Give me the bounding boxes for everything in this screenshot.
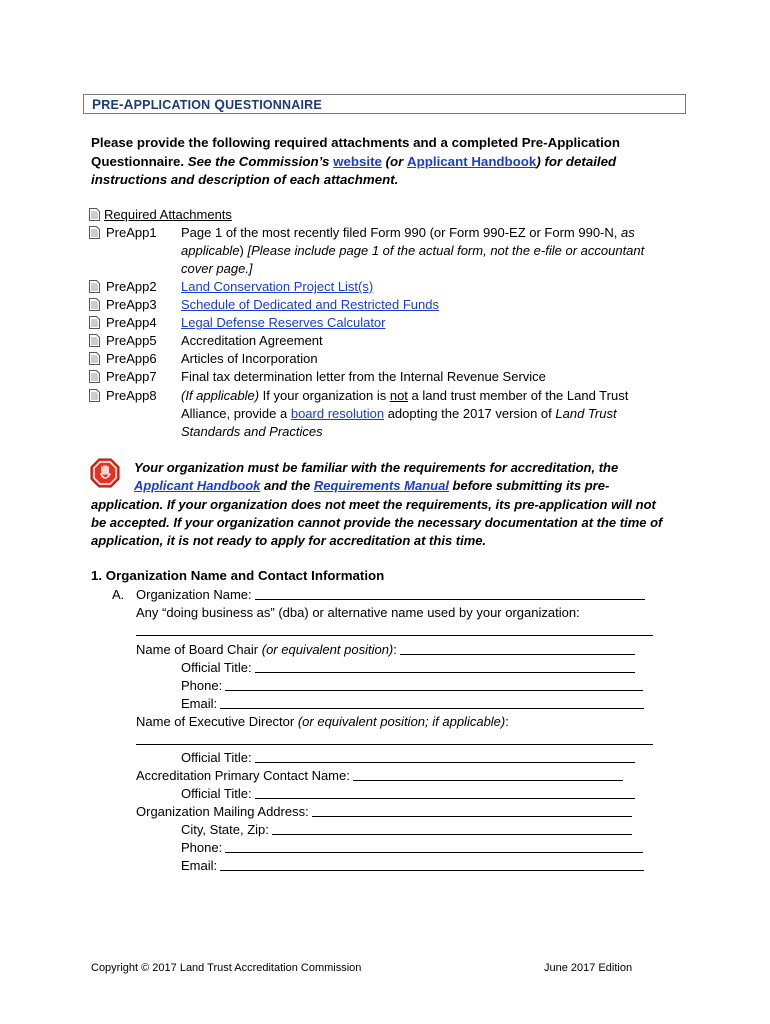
intro-line-2: Questionnaire. See the Commission’s website (or Applicant Handbook) for detailed (91, 153, 617, 169)
attachment-description (181, 314, 681, 332)
requirements-manual-link[interactable]: Requirements Manual (313, 478, 449, 494)
board-resolution-link[interactable]: board resolution (290, 406, 385, 421)
exec-director-field[interactable] (136, 731, 653, 745)
attachment-icon-row[interactable] (89, 314, 104, 332)
intro-line-3: instructions and description of each attachment. (91, 172, 399, 187)
required-attachments-heading[interactable]: Required Attachments (89, 206, 232, 224)
page-title: PRE-APPLICATION QUESTIONNAIRE (92, 97, 322, 112)
attachment-code: PreApp5 (106, 333, 157, 348)
attachment-code: PreApp8 (106, 388, 157, 403)
board-chair-row: Name of Board Chair (or equivalent position): (136, 641, 635, 659)
primary-contact-row: Accreditation Primary Contact Name: (136, 767, 623, 785)
attachment-description (181, 278, 681, 296)
board-chair-phone-row: Phone: (181, 677, 643, 695)
city-state-zip-field[interactable] (272, 821, 632, 835)
document-icon (89, 298, 100, 311)
org-email-field[interactable] (220, 857, 644, 871)
intro-paragraph (91, 134, 691, 190)
attachment-code: PreApp6 (106, 351, 157, 366)
attachment-icon-row[interactable] (89, 368, 104, 386)
attachment-icon-row[interactable] (89, 224, 104, 242)
exec-director-title-row: Official Title: (181, 749, 635, 767)
attachment-description: Accreditation Agreement (181, 333, 323, 348)
attachment-icon-row[interactable] (89, 332, 104, 350)
dedicated-restricted-funds-link[interactable]: Schedule of Dedicated and Restricted Funds (181, 297, 439, 312)
exec-director-label: Name of Executive Director (or equivalent position; if applicable): (136, 714, 509, 729)
land-conservation-project-list-link[interactable]: Land Conservation Project List(s) (181, 279, 374, 294)
dba-label: Any “doing business as” (dba) or alternative name used by your organization: (136, 605, 580, 620)
attachment-icon-row[interactable] (89, 387, 104, 405)
org-phone-field[interactable] (225, 839, 643, 853)
legal-defense-calculator-link[interactable]: Legal Defense Reserves Calculator (181, 315, 386, 330)
board-chair-title-field[interactable] (255, 659, 635, 673)
primary-contact-title-row: Official Title: (181, 785, 635, 803)
attachment-description: Final tax determination letter from the Internal Revenue Service (181, 369, 546, 384)
intro-line-1: Please provide the following required attachments and a completed Pre-Application (91, 135, 621, 150)
mailing-address-field[interactable] (312, 803, 632, 817)
city-state-zip-row: City, State, Zip: (181, 821, 632, 839)
attachment-code: PreApp3 (106, 297, 157, 312)
item-letter: A. (112, 587, 125, 602)
attachment-code: PreApp4 (106, 315, 157, 330)
attachment-description: Page 1 of the most recently filed Form 990 (or Form 990-EZ or Form 990-N, as applicable) [Please include page 1 of the actual form, not the e-file or accountant cover page.] (181, 225, 645, 276)
document-icon (89, 208, 100, 221)
attachment-icon-row[interactable] (89, 296, 104, 314)
org-email-row: Email: (181, 857, 644, 875)
document-icon (89, 226, 100, 239)
org-name-row: Organization Name: (136, 586, 645, 604)
exec-director-row (133, 731, 653, 749)
board-chair-phone-field[interactable] (225, 677, 643, 691)
board-chair-field[interactable] (400, 641, 635, 655)
footer-copyright: Copyright © 2017 Land Trust Accreditation Commission (91, 962, 362, 974)
document-icon (89, 334, 100, 347)
dba-row (133, 622, 653, 640)
document-icon (89, 316, 100, 329)
document-icon (89, 280, 100, 293)
attachment-code: PreApp7 (106, 369, 157, 384)
board-chair-email-row: Email: (181, 695, 644, 713)
board-chair-title-row: Official Title: (181, 659, 635, 677)
document-icon (89, 389, 100, 402)
primary-contact-title-field[interactable] (255, 785, 635, 799)
org-name-field[interactable] (255, 586, 645, 600)
dba-field[interactable] (136, 622, 653, 636)
attachment-code: PreApp1 (106, 225, 157, 240)
accreditation-warning: Your organization must be familiar with the requirements for accreditation, the Applicant Handbook and the Requirements Manual before submitting its pre- application. If your organization does not meet the requirements, its pre-application will not be accepted. If your organization cannot provide the necessary documentation at the time of application, it is not ready to apply for accreditation at this time. (91, 460, 663, 549)
org-phone-row: Phone: (181, 839, 643, 857)
attachment-description: (If applicable) If your organization is not a land trust member of the Land Trust Alliance, provide a board resolution adopting the 2017 version of Land Trust Standards and Practices (181, 388, 629, 439)
section-1-heading: 1. Organization Name and Contact Information (91, 568, 385, 583)
exec-director-title-field[interactable] (255, 749, 635, 763)
attachment-icon-row[interactable] (89, 350, 104, 368)
board-chair-email-field[interactable] (220, 695, 644, 709)
section-title-box (83, 94, 686, 114)
footer-edition: June 2017 Edition (544, 962, 633, 974)
website-link[interactable]: website (333, 153, 382, 169)
attachment-icon-row[interactable] (89, 278, 104, 296)
attachment-description: Articles of Incorporation (181, 351, 318, 366)
attachment-code: PreApp2 (106, 279, 157, 294)
attachment-description (181, 296, 681, 314)
applicant-handbook-link[interactable]: Applicant Handbook (407, 153, 537, 169)
mailing-address-row: Organization Mailing Address: (136, 803, 632, 821)
primary-contact-field[interactable] (353, 767, 623, 781)
document-icon (89, 352, 100, 365)
document-icon (89, 370, 100, 383)
warning-applicant-handbook-link[interactable]: Applicant Handbook (134, 478, 261, 494)
